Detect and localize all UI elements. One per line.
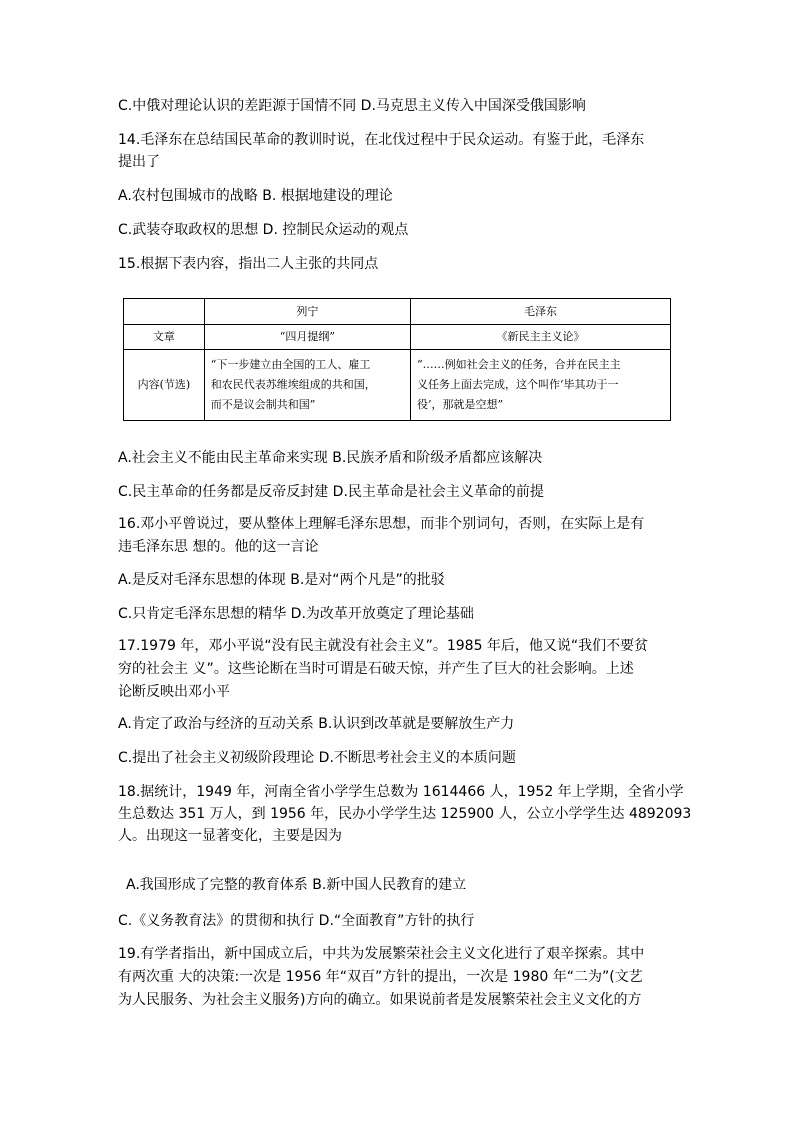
table-cell-lenin-content [204,350,410,421]
question-14-line-1: 14.毛泽东在总结国民革命的教训时说，在北伐过程中于民众运动。有鉴于此，毛泽东 [118,132,645,148]
question-18-line-3: 人。出现这一显著变化，主要是因为 [118,828,342,844]
mao-quote-line: “……例如社会主义的任务，合并在民主主 [416,358,621,371]
table-row [124,350,671,421]
option-line-18ab: A.我国形成了完整的教育体系 B.新中国人民教育的建立 [126,877,467,893]
question-16-line-1: 16.邓小平曾说过，要从整体上理解毛泽东思想，而非个别词句，否则，在实际上是有 [118,516,645,532]
mao-quote-line: 役’，那就是空想” [416,398,504,411]
lenin-quote-line: 而不是议会制共和国” [210,398,316,411]
question-18-line-1: 18.据统计，1949 年，河南全省小学学生总数为 1614466 人，1952 年上学期，全省小学 [118,784,684,800]
table-row [124,299,671,325]
table-cell-lenin-article: “四月提纲” [204,325,410,350]
lenin-quote-line: 和农民代表苏维埃组成的共和国， [210,378,376,391]
comparison-table [123,298,671,421]
lenin-quote-line: “下一步建立由全国的工人、雇工 [210,358,371,371]
table-header-mao: 毛泽东 [410,299,670,325]
option-line-13cd: C.中俄对理论认识的差距源于国情不同 D.马克思主义传入中国深受俄国影响 [118,98,586,114]
question-17-line-3: 论断反映出邓小平 [118,684,230,700]
question-19-line-1: 19.有学者指出，新中国成立后，中共为发展繁荣社会主义文化进行了艰辛探索。其中 [118,946,645,962]
question-17-line-1: 17.1979 年，邓小平说“没有民主就没有社会主义”。1985 年后，他又说“我们不要贫 [118,638,649,654]
table-cell [124,299,205,325]
question-19-line-2: 有两次重 大的决策:一次是 1956 年“双百”方针的提出，一次是 1980 年“二为”(文艺 [118,969,643,985]
table-label-content: 内容(节选) [124,350,205,421]
option-line-18cd: C.《义务教育法》的贯彻和执行 D.“全面教育”方针的执行 [118,913,475,929]
option-line-14ab: A.农村包围城市的战略 B. 根据地建设的理论 [118,188,393,204]
option-line-16cd: C.只肯定毛泽东思想的精华 D.为改革开放奠定了理论基础 [118,606,474,622]
option-line-17cd: C.提出了社会主义初级阶段理论 D.不断思考社会主义的本质问题 [118,750,516,766]
option-line-14cd: C.武装夺取政权的思想 D. 控制民众运动的观点 [118,222,409,238]
question-14-line-2: 提出了 [118,154,160,170]
question-15: 15.根据下表内容，指出二人主张的共同点 [118,256,379,272]
table-cell-mao-content [410,350,670,421]
option-line-15ab: A.社会主义不能由民主革命来实现 B.民族矛盾和阶级矛盾都应该解决 [118,450,543,466]
table-row [124,325,671,350]
mao-quote-line: 义任务上面去完成，这个叫作‘毕其功于一 [416,378,619,391]
question-19-line-3: 为人民服务、为社会主义服务)方向的确立。如果说前者是发展繁荣社会主义文化的方 [118,992,642,1008]
option-line-16ab: A.是反对毛泽东思想的体现 B.是对“两个凡是”的批驳 [118,572,445,588]
question-18-line-2: 生总数达 351 万人，到 1956 年，民办小学学生达 125900 人，公立小学学生达 4892093 [118,806,692,822]
question-16-line-2: 违毛泽东思 想的。他的这一言论 [118,539,319,555]
option-line-17ab: A.肯定了政治与经济的互动关系 B.认识到改革就是要解放生产力 [118,716,515,732]
question-17-line-2: 穷的社会主 义”。这些论断在当时可谓是石破天惊，并产生了巨大的社会影响。上述 [118,661,634,677]
option-line-15cd: C.民主革命的任务都是反帝反封建 D.民主革命是社会主义革命的前提 [118,484,544,500]
table-label-article: 文章 [124,325,205,350]
table-cell-mao-article: 《新民主主义论》 [410,325,670,350]
table-header-lenin: 列宁 [204,299,410,325]
